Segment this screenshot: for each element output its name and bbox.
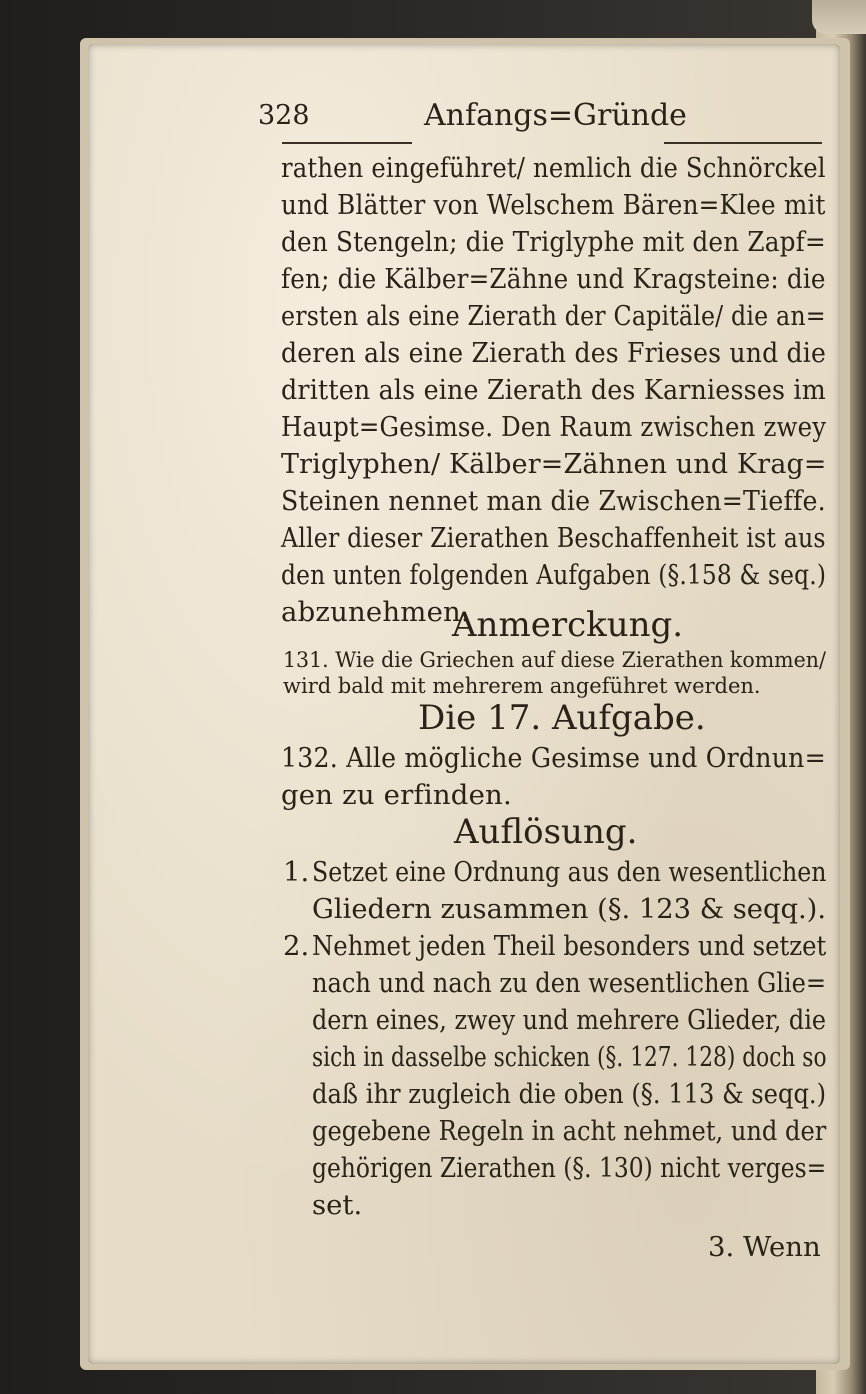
anmerckung-heading: Anmerckung. bbox=[452, 605, 684, 645]
list-item-line: nach und nach zu den wesentlichen Glie= bbox=[312, 967, 827, 999]
list-marker: 2. bbox=[283, 930, 310, 962]
page-number: 328 bbox=[258, 100, 310, 131]
body-line: ersten als eine Zierath der Capitäle/ die an= bbox=[281, 300, 826, 332]
body-line: deren als eine Zierath des Frieses und die bbox=[281, 337, 827, 369]
aufgabe-heading: Die 17. Aufgabe. bbox=[418, 698, 706, 738]
catchword: 3. Wenn bbox=[708, 1231, 821, 1263]
next-page-edge bbox=[812, 0, 866, 34]
running-title: Anfangs=Gründe bbox=[424, 98, 687, 133]
list-marker: 1. bbox=[283, 856, 310, 888]
aufgabe-line: 132. Alle mögliche Gesimse und Ordnun= bbox=[281, 742, 826, 774]
body-line: und Blätter von Welschem Bären=Klee mit bbox=[281, 189, 826, 221]
list-item-line: gehörigen Zierathen (§. 130) nicht verges= bbox=[312, 1152, 827, 1184]
body-line: rathen eingeführet/ nemlich die Schnörckel bbox=[281, 152, 826, 184]
header-rule bbox=[664, 142, 822, 144]
list-item-line: daß ihr zugleich die oben (§. 113 & seqq.) bbox=[312, 1078, 827, 1110]
list-item-line: sich in dasselbe schicken (§. 127. 128) doch so bbox=[312, 1041, 827, 1073]
aufloesung-heading: Auflösung. bbox=[454, 812, 638, 852]
list-item-line: Gliedern zusammen (§. 123 & seqq.). bbox=[312, 893, 827, 925]
list-item-line: set. bbox=[312, 1189, 363, 1221]
note-line: 131. Wie die Griechen auf diese Zierathen kommen/ bbox=[283, 648, 826, 672]
header-rule bbox=[282, 142, 412, 144]
note-line: wird bald mit mehrerem angeführet werden. bbox=[283, 674, 761, 698]
body-line: den unten folgenden Aufgaben (§.158 & seq.) bbox=[281, 559, 827, 591]
body-line: fen; die Kälber=Zähne und Kragsteine: die bbox=[281, 263, 826, 295]
body-line: Steinen nennet man die Zwischen=Tieffe. bbox=[281, 485, 826, 517]
list-item-line: Setzet eine Ordnung aus den wesentlichen bbox=[312, 856, 827, 888]
body-line: dritten als eine Zierath des Karniesses im bbox=[281, 374, 826, 406]
list-item-line: gegebene Regeln in acht nehmet, und der bbox=[312, 1115, 827, 1147]
aufgabe-line: gen zu erfinden. bbox=[281, 779, 512, 811]
body-line: Haupt=Gesimse. Den Raum zwischen zwey bbox=[281, 411, 827, 443]
list-item-line: Nehmet jeden Theil besonders und setzet bbox=[312, 930, 827, 962]
list-item-line: dern eines, zwey und mehrere Glieder, die bbox=[312, 1004, 826, 1036]
body-line: Aller dieser Zierathen Beschaffenheit ist aus bbox=[281, 522, 826, 554]
body-line: den Stengeln; die Triglyphe mit den Zapf= bbox=[281, 226, 826, 258]
body-line: Triglyphen/ Kälber=Zähnen und Krag= bbox=[281, 448, 827, 480]
body-line: abzunehmen. bbox=[281, 596, 470, 628]
